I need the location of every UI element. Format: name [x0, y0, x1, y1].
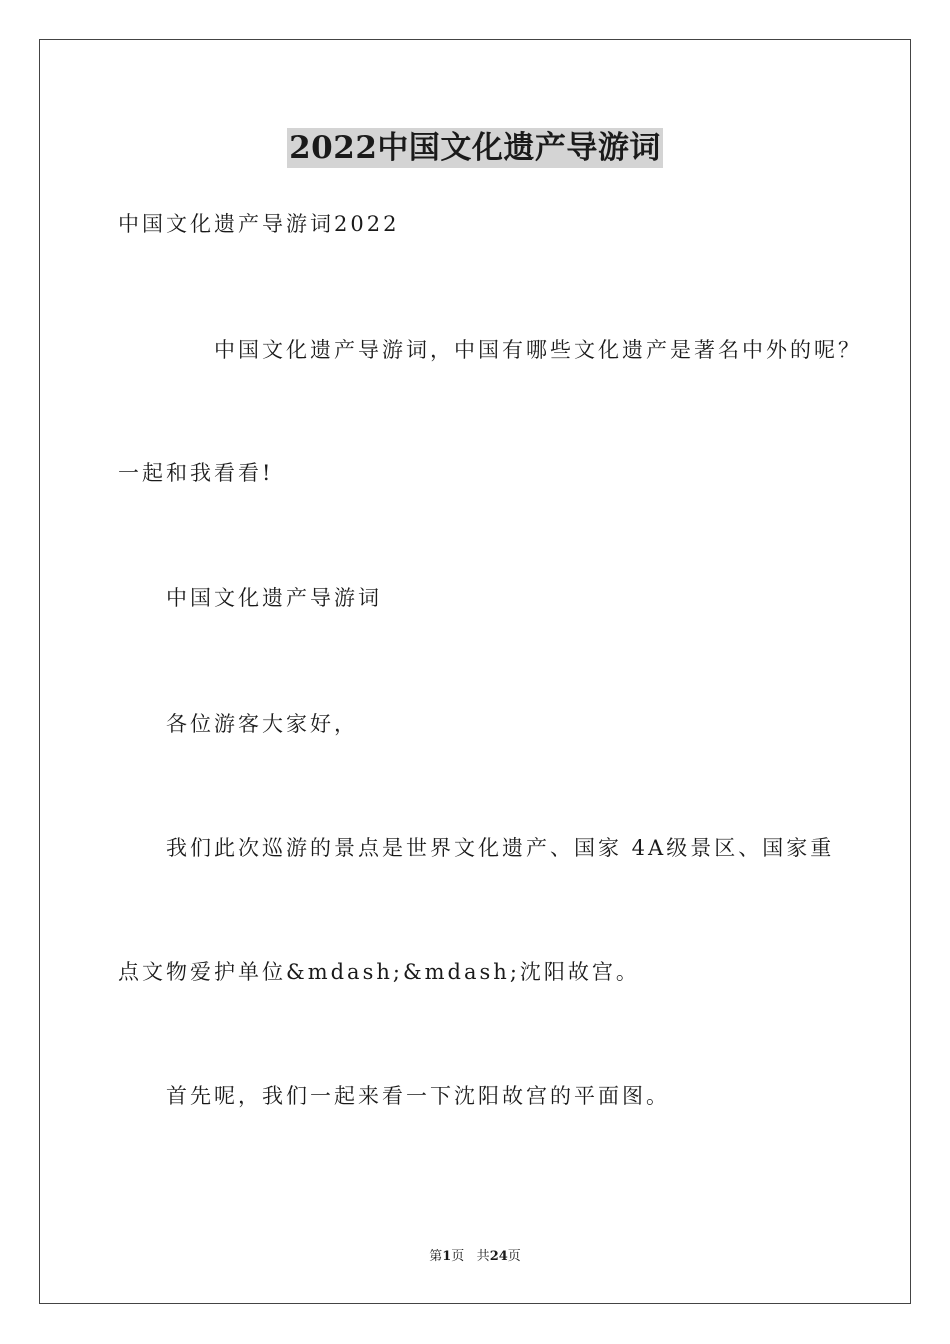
- document-title: 2022中国文化遗产导游词: [289, 130, 661, 166]
- footer-total-prefix: 共: [476, 1249, 490, 1264]
- title-container: [0, 128, 950, 168]
- intro-line-2: 一起和我看看!: [118, 461, 274, 485]
- footer-page-prefix: 第: [429, 1249, 443, 1264]
- footer-page-suffix: 页: [451, 1249, 465, 1264]
- paragraph-line-3: 首先呢，我们一起来看一下沈阳故宫的平面图。: [166, 1084, 670, 1108]
- section-heading: 中国文化遗产导游词: [166, 586, 382, 610]
- subtitle-line: 中国文化遗产导游词2022: [118, 212, 400, 236]
- greeting-line: 各位游客大家好，: [166, 712, 358, 736]
- footer-total-pages: 24: [489, 1249, 508, 1264]
- page-footer: [0, 1248, 950, 1266]
- paragraph-line-2: 点文物爱护单位&mdash;&mdash;沈阳故宫。: [118, 960, 640, 984]
- footer-total-suffix: 页: [507, 1249, 521, 1264]
- footer-page-number: 1: [442, 1249, 452, 1264]
- intro-line-1: 中国文化遗产导游词，中国有哪些文化遗产是著名中外的呢？: [214, 338, 862, 362]
- paragraph-line-1: 我们此次巡游的景点是世界文化遗产、国家 4A级景区、国家重: [166, 836, 835, 860]
